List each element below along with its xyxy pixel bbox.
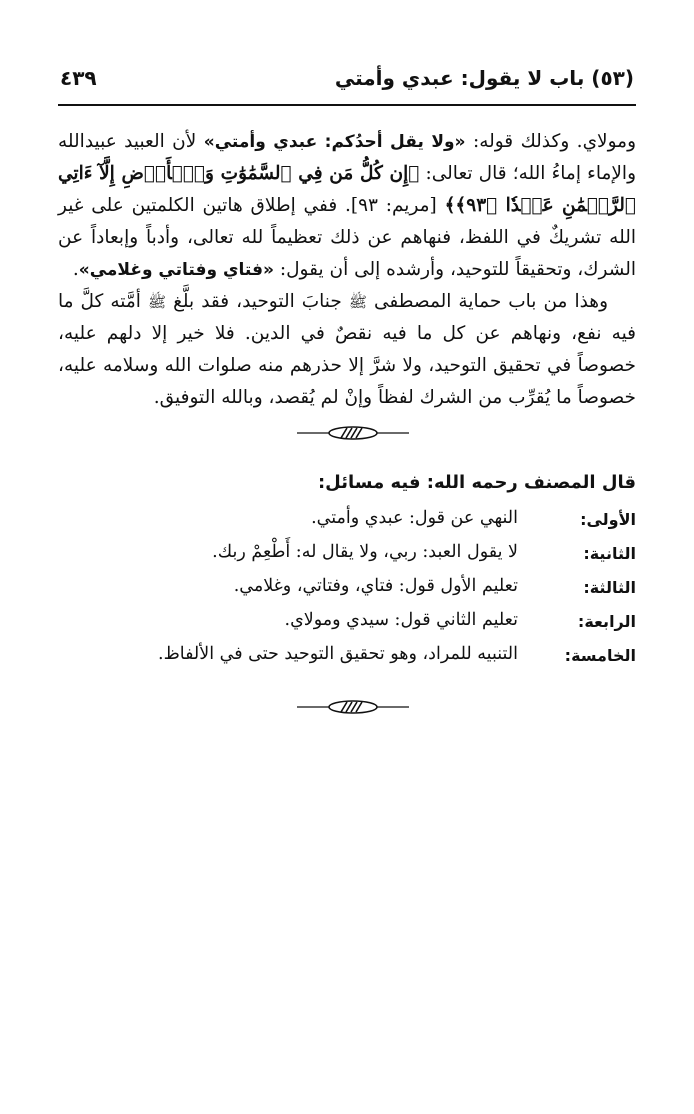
issue-label: الأولى: bbox=[580, 510, 636, 529]
issue-text: النهي عن قول: عبدي وأمتي. bbox=[311, 508, 518, 528]
issue-text: تعليم الأول قول: فتاي، وفتاتي، وغلامي. bbox=[233, 576, 518, 596]
p1-text-3: [مريم: ٩٣]. ففي إطلاق هاتين الكلمتين على غير الله تشريكٌ في اللفظ، فنهاهم عن ذلك تعظيماً لله تعالى، وأدباً وإبعاداً عن الشرك، وتحقيقاً للتوحيد، وأرشده إلى أن يقول: bbox=[58, 195, 636, 280]
issue-item bbox=[58, 506, 636, 540]
paragraph-2 bbox=[58, 286, 636, 414]
p2-text-1: وهذا من باب حماية المصطفى bbox=[366, 291, 608, 312]
p1-text-1: ومولاي. وكذلك قوله: bbox=[465, 131, 636, 152]
hadith-quote-2: «فتاي وفتاتي وغلامي» bbox=[78, 260, 274, 280]
issue-item bbox=[58, 540, 636, 574]
quran-verse: ﴿إِن كُلُّ مَن فِي ٱلسَّمَٰوَٰتِ وَٱلۡأَرۡضِ إِلَّآ ءَاتِي ٱلرَّحۡمَٰنِ عَبۡدٗا ﴿٩٣﴾﴾ bbox=[58, 163, 636, 216]
p1-text-2: لأن العبيد عبيدالله والإماء إماءُ الله؛ قال تعالى: bbox=[58, 131, 636, 184]
page-header bbox=[60, 60, 634, 100]
chapter-title: (٥٣) باب لا يقول: عبدي وأمتي bbox=[334, 66, 634, 90]
issue-label: الثالثة: bbox=[583, 578, 636, 597]
issue-label: الثانية: bbox=[583, 544, 636, 563]
page-number: ٤٣٩ bbox=[60, 66, 97, 90]
salawat-symbol-1: ﷺ bbox=[348, 293, 367, 311]
main-text bbox=[58, 126, 636, 414]
section-ornament-top bbox=[297, 423, 409, 443]
issue-label: الرابعة: bbox=[577, 612, 636, 631]
issue-item bbox=[58, 608, 636, 642]
issue-text: التنبيه للمراد، وهو تحقيق التوحيد حتى في الألفاظ. bbox=[158, 644, 518, 664]
issues-list bbox=[58, 506, 636, 676]
issue-text: لا يقول العبد: ربي، ولا يقال له: أَطْعِمْ ربك. bbox=[212, 542, 518, 562]
issue-item bbox=[58, 642, 636, 676]
p2-text-2: جنابَ التوحيد، فقد بلَّغ bbox=[166, 291, 349, 312]
p2-text-3: أمَّته كلَّ ما فيه نفع، ونهاهم عن كل ما فيه نقصٌ في الدين. فلا خير إلا دلهم عليه، خصوصاً في تحقيق التوحيد، ولا شرَّ إلا حذرهم منه صلوات الله وسلامه عليه، خصوصاً ما يُقرِّب من الشرك لفظاً وإنْ لم يُقصد، وبالله التوفيق. bbox=[58, 291, 636, 408]
section-ornament-bottom bbox=[297, 697, 409, 717]
issue-text: تعليم الثاني قول: سيدي ومولاي. bbox=[284, 610, 518, 630]
issues-heading: قال المصنف رحمه الله: فيه مسائل: bbox=[317, 472, 636, 493]
hadith-quote-1: «ولا يقل أحدُكم: عبدي وأمتي» bbox=[203, 132, 466, 152]
header-divider bbox=[58, 104, 636, 106]
issue-item bbox=[58, 574, 636, 608]
issue-label: الخامسة: bbox=[564, 646, 636, 665]
paragraph-1 bbox=[58, 126, 636, 286]
salawat-symbol-2: ﷺ bbox=[147, 293, 167, 311]
p1-text-4: . bbox=[72, 259, 79, 280]
